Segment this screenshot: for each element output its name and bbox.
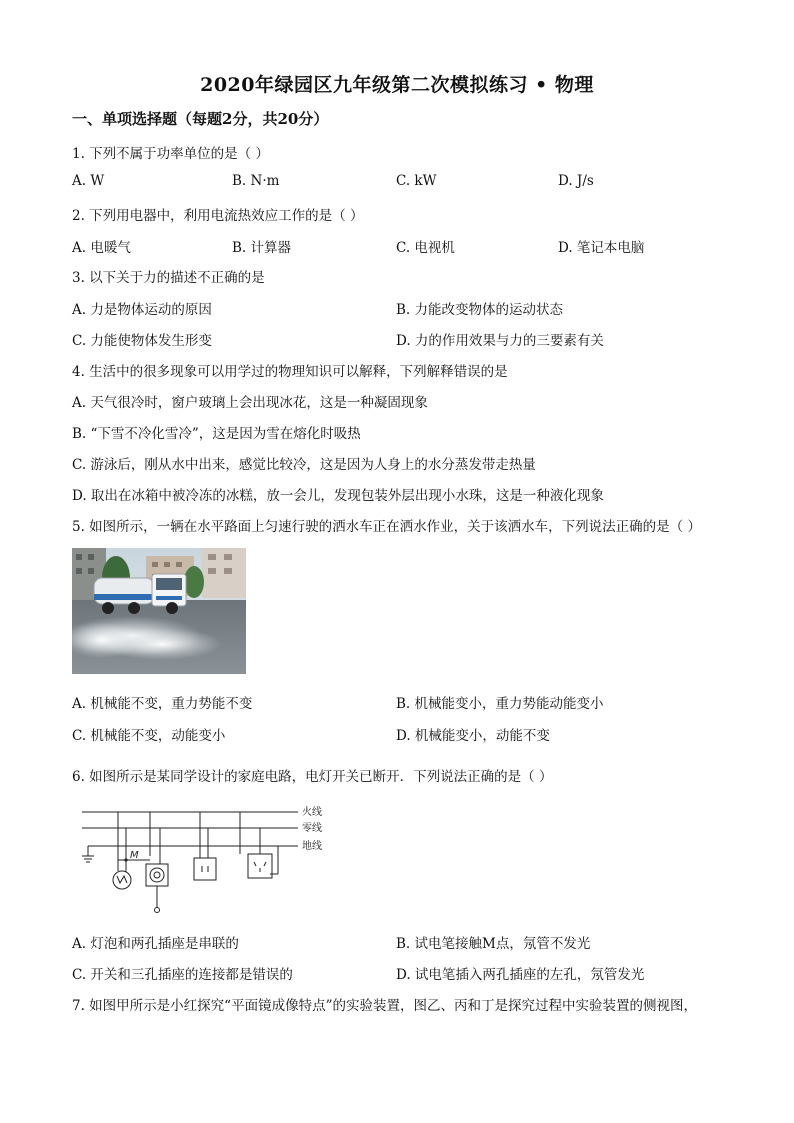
question-3-option-a: A. 力是物体运动的原因 [72, 302, 212, 318]
question-4-option-c: C. 游泳后，刚从水中出来，感觉比较冷，这是因为人身上的水分蒸发带走热量 [72, 457, 536, 473]
question-5-option-c: C. 机械能不变，动能变小 [72, 728, 226, 744]
question-7-stem: 7. 如图甲所示是小红探究“平面镜成像特点”的实验装置，图乙、丙和丁是探究过程中实验装置的侧视图， [72, 998, 697, 1014]
question-6-stem: 6. 如图所示是某同学设计的家庭电路，电灯开关已断开．下列说法正确的是（ ） [72, 769, 553, 785]
question-4-option-a: A. 天气很冷时，窗户玻璃上会出现冰花，这是一种凝固现象 [72, 395, 428, 411]
question-3-stem: 3. 以下关于力的描述不正确的是 [72, 270, 265, 286]
question-6-option-d: D. 试电笔插入两孔插座的左孔，氖管发光 [396, 967, 645, 983]
page-title: 2020年绿园区九年级第二次模拟练习 • 物理 [200, 74, 594, 96]
question-6-option-c: C. 开关和三孔插座的连接都是错误的 [72, 967, 293, 983]
question-5-option-d: D. 机械能变小，动能不变 [396, 728, 550, 744]
question-2-option-b: B. 计算器 [232, 240, 292, 256]
question-1-stem: 1. 下列不属于功率单位的是（ ） [72, 146, 269, 162]
question-3-option-d: D. 力的作用效果与力的三要素有关 [396, 333, 604, 349]
question-3-option-c: C. 力能使物体发生形变 [72, 333, 212, 349]
question-2-stem: 2. 下列用电器中，利用电流热效应工作的是（ ） [72, 208, 364, 224]
question-2-option-c: C. 电视机 [396, 240, 455, 256]
question-4-stem: 4. 生活中的很多现象可以用学过的物理知识可以解释，下列解释错误的是 [72, 364, 508, 380]
household-circuit-diagram [80, 800, 340, 920]
live-wire-label: 火线 [302, 807, 322, 818]
question-1-option-b: B. N·m [232, 173, 280, 189]
question-3-option-b: B. 力能改变物体的运动状态 [396, 302, 564, 318]
question-6-option-b: B. 试电笔接触M点，氖管不发光 [396, 936, 591, 952]
question-5-option-b: B. 机械能变小，重力势能动能变小 [396, 696, 604, 712]
neutral-wire-label: 零线 [302, 823, 322, 834]
question-2-option-a: A. 电暖气 [72, 240, 131, 256]
question-1-option-d: D. J/s [558, 173, 594, 189]
question-2-option-d: D. 笔记本电脑 [558, 240, 645, 256]
question-4-option-d: D. 取出在冰箱中被冷冻的冰糕，放一会儿，发现包装外层出现小水珠，这是一种液化现象 [72, 488, 604, 504]
sprinkler-truck-image [72, 548, 246, 674]
question-4-option-b: B. “下雪不冷化雪冷”，这是因为雪在熔化时吸热 [72, 426, 361, 442]
question-5-stem: 5. 如图所示，一辆在水平路面上匀速行驶的洒水车正在洒水作业，关于该洒水车，下列说法正确的是（ ） [72, 519, 701, 535]
ground-wire-label: 地线 [302, 841, 322, 852]
question-1-option-c: C. kW [396, 173, 437, 189]
switch-icon [146, 864, 168, 913]
question-5-option-a: A. 机械能不变，重力势能不变 [72, 696, 253, 712]
bulb-icon [113, 860, 131, 889]
point-m-dot [124, 858, 127, 861]
two-hole-socket-icon [194, 858, 216, 880]
three-hole-socket-icon [248, 854, 272, 878]
section-heading: 一、单项选择题（每题2分，共20分） [72, 110, 329, 128]
point-m-label: M [130, 850, 139, 861]
question-1-option-a: A. W [72, 173, 105, 189]
question-6-option-a: A. 灯泡和两孔插座是串联的 [72, 936, 239, 952]
sprinkler-truck-photo [72, 548, 246, 674]
